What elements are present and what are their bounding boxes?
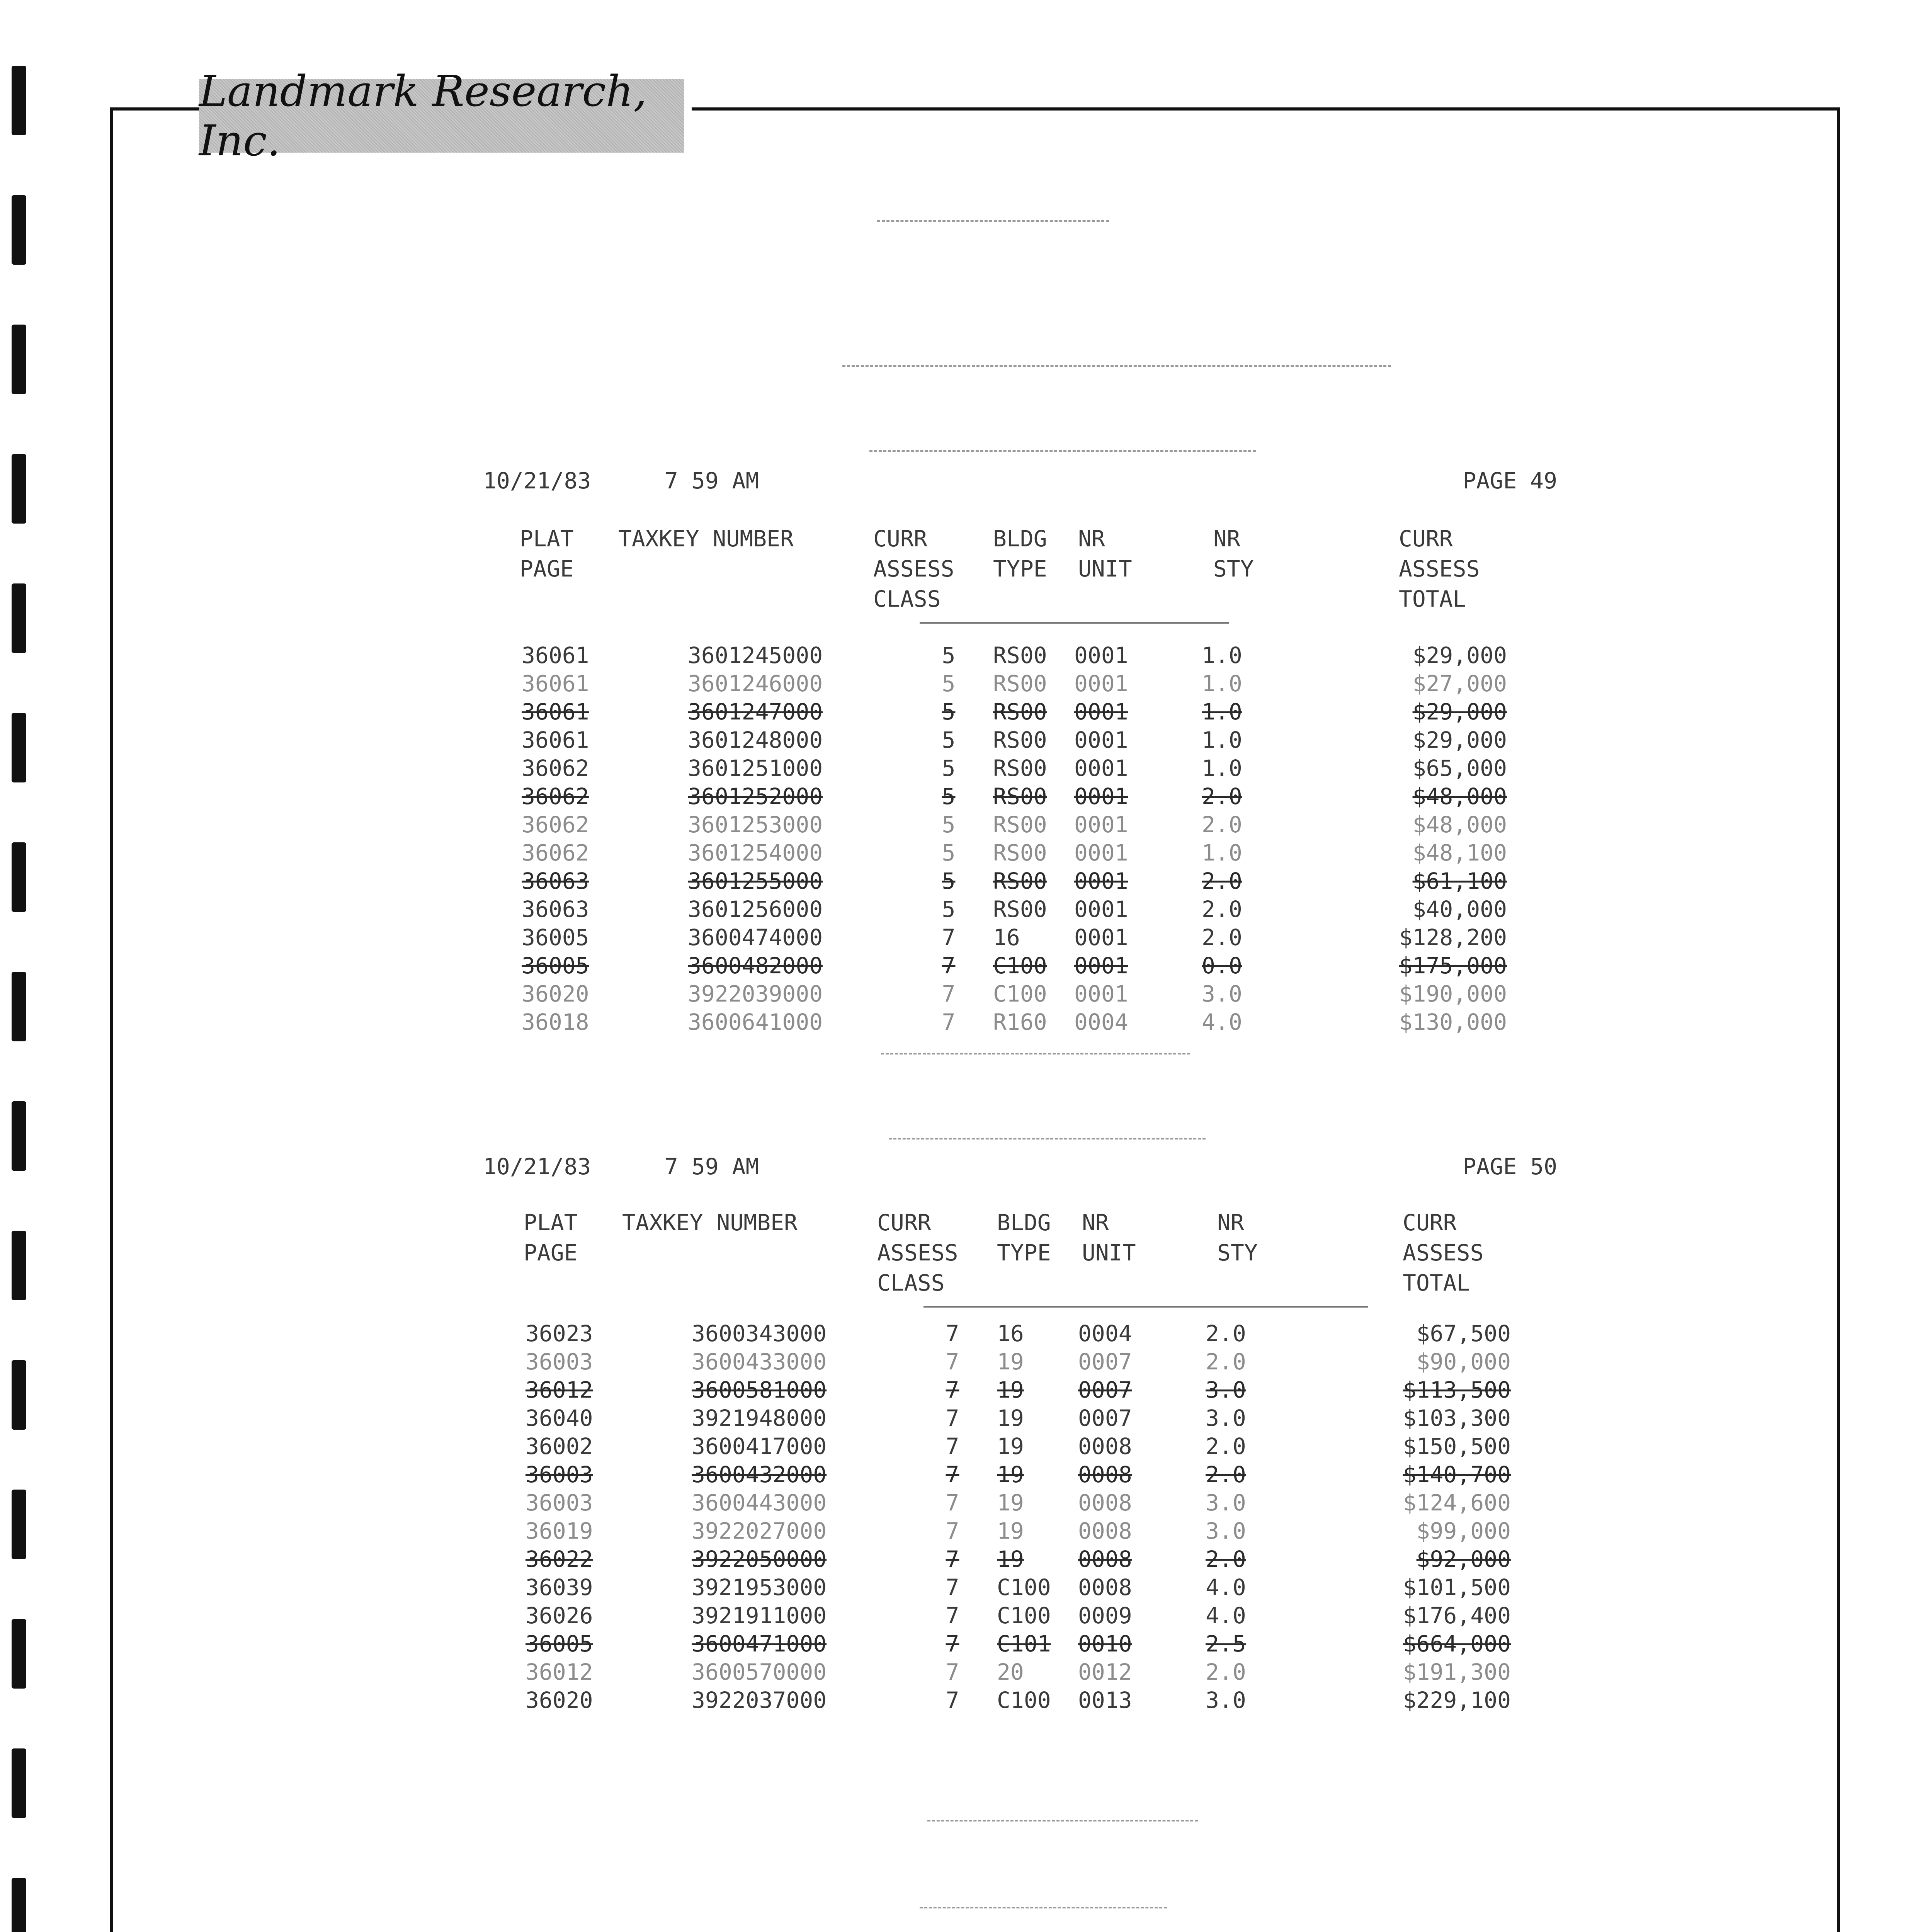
punch-hole (12, 325, 26, 394)
table-row: 36022 3922050000 7 19 0008 2.0 $92,000 (526, 1546, 1511, 1572)
table-row: 36020 3922039000 7 C100 0001 3.0 $190,000 (522, 981, 1507, 1007)
punch-hole (12, 842, 26, 912)
report-header (483, 1153, 1565, 1200)
report-time: 7 59 AM (665, 468, 759, 494)
logo-text: Landmark Research, Inc. (199, 66, 647, 165)
table-row: 36012 3600581000 7 19 0007 3.0 $113,500 (526, 1377, 1511, 1403)
punch-hole (12, 1748, 26, 1818)
report-table (487, 1320, 1511, 1714)
table-row: 36063 3601256000 5 RS00 0001 2.0 $40,000 (522, 896, 1507, 922)
faint-rule (869, 450, 1256, 452)
frame-top-rule (692, 107, 1840, 111)
col-taxkey: TAXKEY NUMBER (618, 526, 794, 552)
table-row: 36003 3600432000 7 19 0008 2.0 $140,700 (526, 1461, 1511, 1488)
punch-hole (12, 195, 26, 265)
report-date: 10/21/83 (483, 1153, 591, 1180)
table-row: 36012 3600570000 7 20 0012 2.0 $191,300 (526, 1659, 1511, 1685)
col-assess-class: CURR ASSESS CLASS (877, 1209, 958, 1296)
table-row: 36019 3922027000 7 19 0008 3.0 $99,000 (526, 1518, 1511, 1544)
col-nr-unit: NR UNIT (1078, 526, 1132, 582)
table-row: 36003 3600443000 7 19 0008 3.0 $124,600 (526, 1490, 1511, 1516)
table-row: 36063 3601255000 5 RS00 0001 2.0 $61,100 (522, 868, 1507, 894)
report-header (483, 468, 1565, 514)
punch-hole (12, 1619, 26, 1689)
report-time: 7 59 AM (665, 1153, 759, 1180)
punch-hole (12, 1101, 26, 1171)
faint-rule (877, 220, 1109, 222)
table-row: 36061 3601245000 5 RS00 0001 1.0 $29,000 (522, 642, 1507, 668)
col-plat-page: PLAT PAGE (524, 1209, 578, 1266)
faint-rule (842, 365, 1391, 367)
table-row: 36061 3601246000 5 RS00 0001 1.0 $27,000 (522, 670, 1507, 697)
punch-hole (12, 583, 26, 653)
punch-hole (12, 1490, 26, 1559)
table-row: 36003 3600433000 7 19 0007 2.0 $90,000 (526, 1349, 1511, 1375)
report-section (483, 468, 1565, 1035)
col-assess-total: CURR ASSESS TOTAL (1403, 1209, 1484, 1296)
punch-hole (12, 1360, 26, 1430)
table-row: 36005 3600471000 7 C101 0010 2.5 $664,000 (526, 1631, 1511, 1657)
table-row: 36020 3922037000 7 C100 0013 3.0 $229,100 (526, 1687, 1511, 1713)
binder-punch-strip (12, 0, 27, 1932)
punch-hole (12, 454, 26, 524)
table-row: 36002 3600417000 7 19 0008 2.0 $150,500 (526, 1433, 1511, 1459)
table-row: 36062 3601253000 5 RS00 0001 2.0 $48,000 (522, 811, 1507, 838)
faint-rule (927, 1820, 1198, 1821)
punch-hole (12, 1231, 26, 1300)
punch-hole (12, 1878, 26, 1932)
faint-rule (920, 1907, 1167, 1908)
header-rule (923, 1306, 1368, 1308)
header-rule (920, 622, 1229, 624)
report-page: PAGE 49 (1463, 468, 1557, 494)
faint-rule (881, 1053, 1190, 1054)
report-date: 10/21/83 (483, 468, 591, 494)
report-table (483, 641, 1507, 1036)
table-row: 36005 3600474000 7 16 0001 2.0 $128,200 (522, 924, 1507, 951)
col-assess-class: CURR ASSESS CLASS (873, 526, 954, 612)
table-row: 36062 3601254000 5 RS00 0001 1.0 $48,100 (522, 840, 1507, 866)
table-row: 36039 3921953000 7 C100 0008 4.0 $101,500 (526, 1574, 1511, 1600)
table-row: 36040 3921948000 7 19 0007 3.0 $103,300 (526, 1405, 1511, 1431)
punch-hole (12, 713, 26, 782)
punch-hole (12, 66, 26, 135)
col-bldg-type: BLDG TYPE (997, 1209, 1051, 1266)
table-row: 36062 3601251000 5 RS00 0001 1.0 $65,000 (522, 755, 1507, 781)
frame-top-rule (110, 107, 199, 111)
table-row: 36023 3600343000 7 16 0004 2.0 $67,500 (526, 1320, 1511, 1347)
report-page: PAGE 50 (1463, 1153, 1557, 1180)
col-assess-total: CURR ASSESS TOTAL (1399, 526, 1480, 612)
table-row: 36005 3600482000 7 C100 0001 0.0 $175,000 (522, 952, 1507, 979)
table-row: 36018 3600641000 7 R160 0004 4.0 $130,000 (522, 1009, 1507, 1035)
table-row: 36026 3921911000 7 C100 0009 4.0 $176,400 (526, 1602, 1511, 1629)
punch-hole (12, 972, 26, 1041)
faint-rule (889, 1138, 1206, 1139)
col-nr-sty: NR STY (1217, 1209, 1258, 1266)
col-plat-page: PLAT PAGE (520, 526, 574, 582)
col-bldg-type: BLDG TYPE (993, 526, 1047, 582)
report-section (483, 1153, 1565, 1713)
company-logo (199, 66, 684, 165)
col-taxkey: TAXKEY NUMBER (622, 1209, 798, 1236)
table-row: 36061 3601247000 5 RS00 0001 1.0 $29,000 (522, 699, 1507, 725)
col-nr-unit: NR UNIT (1082, 1209, 1136, 1266)
table-row: 36061 3601248000 5 RS00 0001 1.0 $29,000 (522, 727, 1507, 753)
col-nr-sty: NR STY (1213, 526, 1254, 582)
table-row: 36062 3601252000 5 RS00 0001 2.0 $48,000 (522, 783, 1507, 810)
